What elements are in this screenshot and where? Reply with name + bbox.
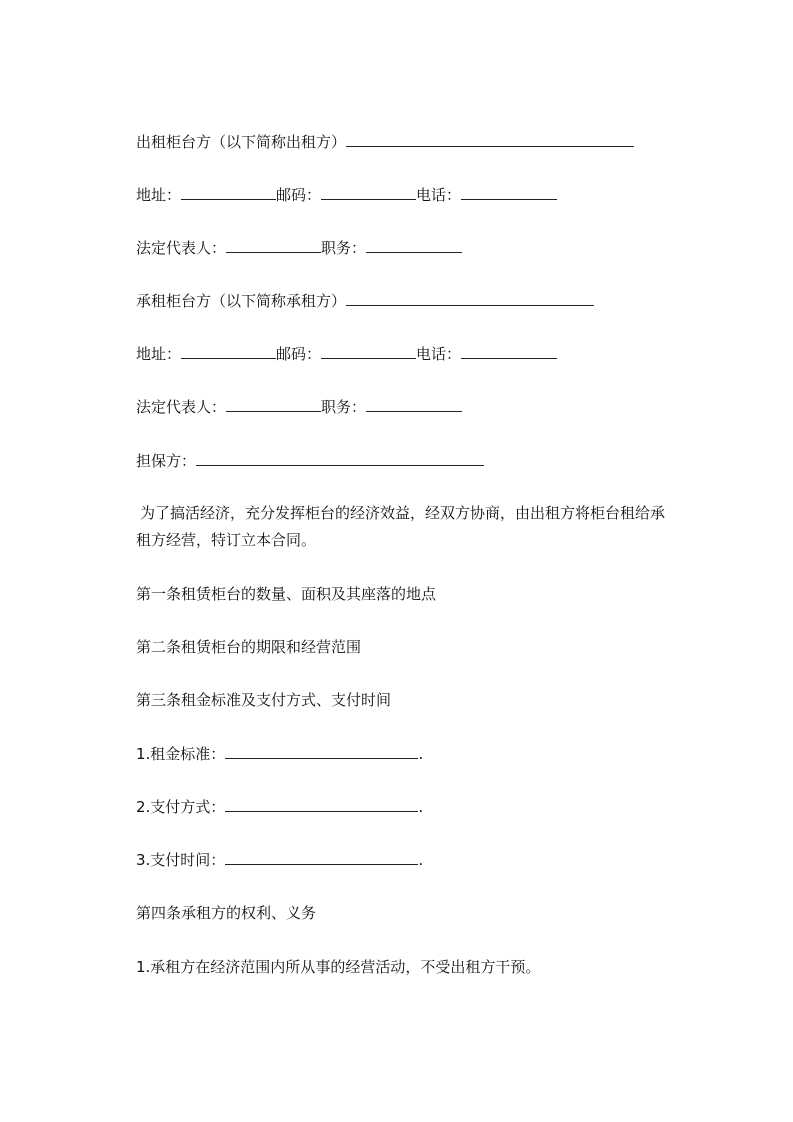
lessor-title-label: 职务：	[321, 239, 367, 257]
lessor-label: 出租柜台方（以下简称出租方）	[136, 133, 347, 151]
article-4: 第四条承租方的权利、义务	[136, 904, 317, 922]
article-3: 第三条租金标准及支付方式、支付时间	[136, 691, 392, 709]
rent-standard-line	[136, 744, 423, 764]
lessor-title-blank[interactable]	[366, 238, 462, 253]
lessee-rep-blank[interactable]	[226, 397, 321, 412]
lessor-postcode-blank[interactable]	[321, 185, 416, 200]
lessee-title-blank[interactable]	[366, 397, 462, 412]
lessee-postcode-label: 邮码：	[276, 345, 322, 363]
lessor-rep-label: 法定代表人：	[136, 239, 227, 257]
lessee-title-label: 职务：	[321, 398, 367, 416]
lessor-rep-line	[136, 238, 462, 258]
rent-standard-blank[interactable]	[225, 744, 418, 759]
lessor-rep-blank[interactable]	[226, 238, 321, 253]
article-2: 第二条租赁柜台的期限和经营范围	[136, 638, 362, 656]
lessor-address-label: 地址：	[136, 186, 182, 204]
guarantor-line	[136, 451, 484, 471]
payment-method-label: 2.支付方式：	[136, 798, 226, 816]
rent-standard-end: .	[418, 745, 424, 763]
lessee-contact-line	[136, 344, 557, 364]
payment-method-blank[interactable]	[225, 797, 418, 812]
payment-method-end: .	[418, 798, 424, 816]
intro-text: 为了搞活经济，充分发挥柜台的经济效益，经双方协商，由出租方将柜台租给承租方经营，特订立本合同。	[136, 504, 666, 549]
article-1: 第一条租赁柜台的数量、面积及其座落的地点	[136, 585, 437, 603]
payment-time-label: 3.支付时间：	[136, 851, 226, 869]
rent-standard-label: 1.租金标准：	[136, 745, 226, 763]
lessee-right-1: 1.承租方在经济范围内所从事的经营活动，不受出租方干预。	[136, 958, 541, 976]
lessee-blank[interactable]	[346, 291, 594, 306]
payment-time-blank[interactable]	[225, 850, 418, 865]
lessee-phone-label: 电话：	[416, 345, 462, 363]
lessor-address-blank[interactable]	[181, 185, 276, 200]
lessee-label: 承租柜台方（以下简称承租方）	[136, 292, 347, 310]
payment-time-line	[136, 850, 423, 870]
payment-method-line	[136, 797, 423, 817]
lessor-line	[136, 132, 634, 152]
payment-time-end: .	[418, 851, 424, 869]
guarantor-blank[interactable]	[196, 451, 484, 466]
intro-paragraph	[136, 500, 666, 554]
lessee-phone-blank[interactable]	[461, 344, 557, 359]
lessee-rep-line	[136, 397, 462, 417]
lessor-phone-blank[interactable]	[461, 185, 557, 200]
lessee-address-blank[interactable]	[181, 344, 276, 359]
guarantor-label: 担保方：	[136, 452, 197, 470]
lessee-rep-label: 法定代表人：	[136, 398, 227, 416]
lessor-phone-label: 电话：	[416, 186, 462, 204]
lessor-postcode-label: 邮码：	[276, 186, 322, 204]
lessor-contact-line	[136, 185, 557, 205]
lessee-address-label: 地址：	[136, 345, 182, 363]
lessee-line	[136, 291, 594, 311]
lessee-postcode-blank[interactable]	[321, 344, 416, 359]
lessor-blank[interactable]	[346, 132, 634, 147]
